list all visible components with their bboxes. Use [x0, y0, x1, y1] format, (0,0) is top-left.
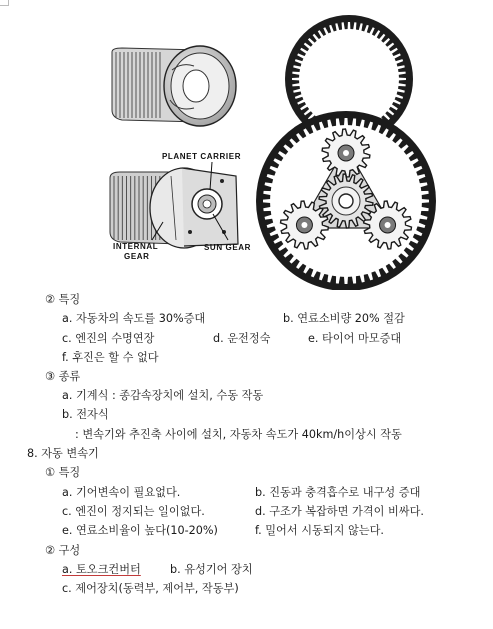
planetary-gearset-front-view: [250, 105, 442, 290]
type-electronic: b. 전자식: [62, 408, 109, 421]
feature-f: f. 밀어서 시동되지 않는다.: [255, 524, 384, 537]
list-item-c: c. 엔진의 수명연장: [62, 332, 155, 345]
subsection-1-heading: ① 특징: [45, 466, 81, 479]
type-mechanical: a. 기계식 : 종감속장치에 설치, 수동 작동: [62, 389, 264, 402]
feature-c: c. 엔진이 정지되는 일이없다.: [62, 505, 205, 518]
component-b: b. 유성기어 장치: [170, 563, 253, 576]
type-electronic-description: : 변속기와 추진축 사이에 설치, 자동차 속도가 40km/h이상시 작동: [75, 428, 402, 441]
label-planet-carrier: PLANET CARRIER: [162, 152, 242, 161]
internal-gear-drum-illustration: [112, 46, 236, 126]
label-sun-gear: SUN GEAR: [204, 243, 252, 252]
list-item-f: f. 후진은 할 수 없다: [62, 351, 159, 364]
feature-b: b. 진동과 충격흡수로 내구성 증대: [255, 486, 421, 499]
chapter-8-heading: 8. 자동 변속기: [27, 447, 99, 460]
subsection-2-heading: ② 구성: [45, 544, 81, 557]
feature-e: e. 연료소비율이 높다(10-20%): [62, 524, 218, 537]
label-internal-gear-line1: INTERNAL: [113, 242, 159, 251]
feature-d: d. 구조가 복잡하면 가격이 비싸다.: [255, 505, 424, 518]
component-c: c. 제어장치(동력부, 제어부, 작동부): [62, 582, 239, 595]
list-item-b: b. 연료소비량 20% 절감: [283, 312, 405, 325]
list-item-d: d. 운전정숙: [213, 332, 271, 345]
feature-a: a. 기어변속이 필요없다.: [62, 486, 181, 499]
section-2-heading: ② 특징: [45, 293, 81, 306]
planet-carrier-assembly-illustration: [110, 162, 238, 248]
list-item-a: a. 자동차의 속도를 30%증대: [62, 312, 206, 325]
list-item-e: e. 타이어 마모증대: [308, 332, 402, 345]
label-internal-gear-line2: GEAR: [124, 252, 150, 261]
section-3-heading: ③ 종류: [45, 370, 81, 383]
component-a: a. 토오크컨버터: [62, 563, 141, 576]
